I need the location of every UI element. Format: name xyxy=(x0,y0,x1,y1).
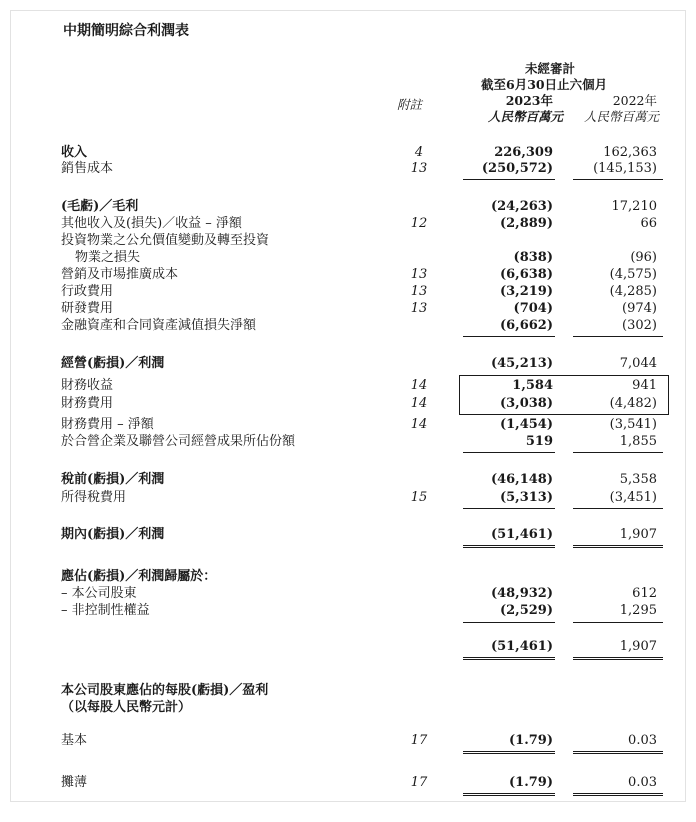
unit-2022-header: 人民幣百萬元 xyxy=(583,109,659,124)
row-value-2023: (250,572) xyxy=(481,161,553,176)
row-value-2023: (51,461) xyxy=(490,527,553,542)
row-value-2022: 162,363 xyxy=(603,145,657,160)
row-value-2023: (3,038) xyxy=(499,396,553,411)
total-double-rule xyxy=(463,793,555,796)
row-value-2022: 0.03 xyxy=(628,733,657,748)
total-double-rule xyxy=(463,545,555,548)
row-value-2022: (3,451) xyxy=(609,490,657,505)
row-note: 17 xyxy=(410,775,428,790)
unit-2023-header: 人民幣百萬元 xyxy=(487,109,563,124)
row-label: 財務收益 xyxy=(61,378,114,393)
row-value-2023: (46,148) xyxy=(490,472,553,487)
total-double-rule xyxy=(573,751,663,754)
row-value-2022: 0.03 xyxy=(628,775,657,790)
row-label: 期內(虧損)／利潤 xyxy=(61,527,165,542)
row-value-2023: (2,889) xyxy=(499,216,553,231)
total-double-rule xyxy=(573,793,663,796)
row-value-2023: (45,213) xyxy=(490,356,553,371)
income-statement-page xyxy=(10,10,686,802)
subtotal-rule xyxy=(573,622,663,623)
subtotal-rule xyxy=(463,508,555,509)
row-value-2023: (48,932) xyxy=(490,586,553,601)
unaudited-label: 未經審計 xyxy=(525,61,576,76)
row-value-2023: (5,313) xyxy=(499,490,553,505)
eps-section-subheading: （以每股人民幣元計） xyxy=(61,700,192,715)
row-note: 13 xyxy=(410,267,428,282)
row-value-2022: (3,541) xyxy=(609,417,657,432)
row-label: – 本公司股東 xyxy=(61,586,137,601)
row-value-2023: (51,461) xyxy=(490,639,553,654)
row-value-2022: (96) xyxy=(630,250,657,265)
total-double-rule xyxy=(463,657,555,660)
row-value-2022: 1,295 xyxy=(619,603,657,618)
row-value-2022: 17,210 xyxy=(611,199,657,214)
row-label: 財務費用 – 淨額 xyxy=(61,417,154,432)
period-label: 截至6月30日止六個月 xyxy=(481,77,608,92)
row-label: 投資物業之公允價值變動及轉至投資 xyxy=(61,233,270,248)
row-value-2023: 519 xyxy=(525,434,553,449)
row-note: 4 xyxy=(414,145,424,160)
subtotal-rule xyxy=(573,336,663,337)
row-value-2023: (6,662) xyxy=(499,318,553,333)
row-label: (毛虧)／毛利 xyxy=(61,199,139,214)
row-label: 營銷及市場推廣成本 xyxy=(61,267,179,282)
row-label: 其他收入及(損失)／收益 – 淨額 xyxy=(61,216,242,231)
total-double-rule xyxy=(573,657,663,660)
subtotal-rule xyxy=(463,336,555,337)
row-value-2023: (6,638) xyxy=(499,267,553,282)
row-label: 稅前(虧損)／利潤 xyxy=(61,472,165,487)
row-value-2022: 7,044 xyxy=(619,356,657,371)
row-label: 金融資產和合同資產減值損失淨額 xyxy=(61,318,257,333)
row-label: 財務費用 xyxy=(61,396,114,411)
year-2023-header: 2023年 xyxy=(505,93,553,108)
row-value-2022: 1,907 xyxy=(619,527,657,542)
row-note: 12 xyxy=(410,216,428,231)
row-value-2022: (145,153) xyxy=(593,161,657,176)
subtotal-rule xyxy=(573,179,663,180)
eps-section-heading: 本公司股東應佔的每股(虧損)／盈利 xyxy=(61,683,269,698)
row-note: 13 xyxy=(410,301,428,316)
row-label: – 非控制性權益 xyxy=(61,603,150,618)
row-label-continued: 物業之損失 xyxy=(75,250,141,265)
row-note: 15 xyxy=(410,490,428,505)
row-label: 於合營企業及聯營公司經營成果所佔份額 xyxy=(61,434,296,449)
row-label: 經營(虧損)／利潤 xyxy=(61,356,165,371)
subtotal-rule xyxy=(463,452,555,453)
row-value-2023: (2,529) xyxy=(499,603,553,618)
row-value-2023: (838) xyxy=(513,250,553,265)
row-note: 14 xyxy=(410,378,428,393)
row-note: 13 xyxy=(410,161,428,176)
subtotal-rule xyxy=(573,452,663,453)
statement-title: 中期簡明綜合利潤表 xyxy=(63,23,189,39)
row-value-2023: (3,219) xyxy=(499,284,553,299)
subtotal-rule xyxy=(573,508,663,509)
row-value-2022: 612 xyxy=(632,586,657,601)
row-value-2023: 226,309 xyxy=(494,145,553,160)
row-value-2022: (4,482) xyxy=(609,396,657,411)
row-label: 基本 xyxy=(61,733,88,748)
year-2022-header: 2022年 xyxy=(612,93,657,108)
row-value-2022: 1,907 xyxy=(619,639,657,654)
row-value-2022: (974) xyxy=(622,301,657,316)
row-value-2022: (302) xyxy=(622,318,657,333)
row-note: 14 xyxy=(410,417,428,432)
row-value-2022: 5,358 xyxy=(619,472,657,487)
row-value-2022: (4,285) xyxy=(609,284,657,299)
row-value-2023: 1,584 xyxy=(512,378,553,393)
row-value-2023: (1.79) xyxy=(509,733,553,748)
row-note: 14 xyxy=(410,396,428,411)
row-label: 銷售成本 xyxy=(61,161,114,176)
subtotal-rule xyxy=(463,179,555,180)
subtotal-rule xyxy=(463,622,555,623)
row-label: 收入 xyxy=(61,145,88,160)
total-double-rule xyxy=(463,751,555,754)
row-value-2022: (4,575) xyxy=(609,267,657,282)
row-note: 17 xyxy=(410,733,428,748)
row-label: 所得稅費用 xyxy=(61,490,127,505)
row-value-2023: (24,263) xyxy=(490,199,553,214)
row-label: 研發費用 xyxy=(61,301,114,316)
row-label: 行政費用 xyxy=(61,284,114,299)
row-value-2022: 1,855 xyxy=(619,434,657,449)
row-value-2023: (1.79) xyxy=(509,775,553,790)
row-value-2022: 66 xyxy=(640,216,657,231)
note-column-header: 附註 xyxy=(397,97,423,112)
row-label: 應佔(虧損)／利潤歸屬於： xyxy=(61,569,217,584)
total-double-rule xyxy=(573,545,663,548)
row-value-2022: 941 xyxy=(632,378,657,393)
row-value-2023: (1,454) xyxy=(499,417,553,432)
row-value-2023: (704) xyxy=(513,301,553,316)
row-note: 13 xyxy=(410,284,428,299)
row-label: 攤薄 xyxy=(61,775,88,790)
